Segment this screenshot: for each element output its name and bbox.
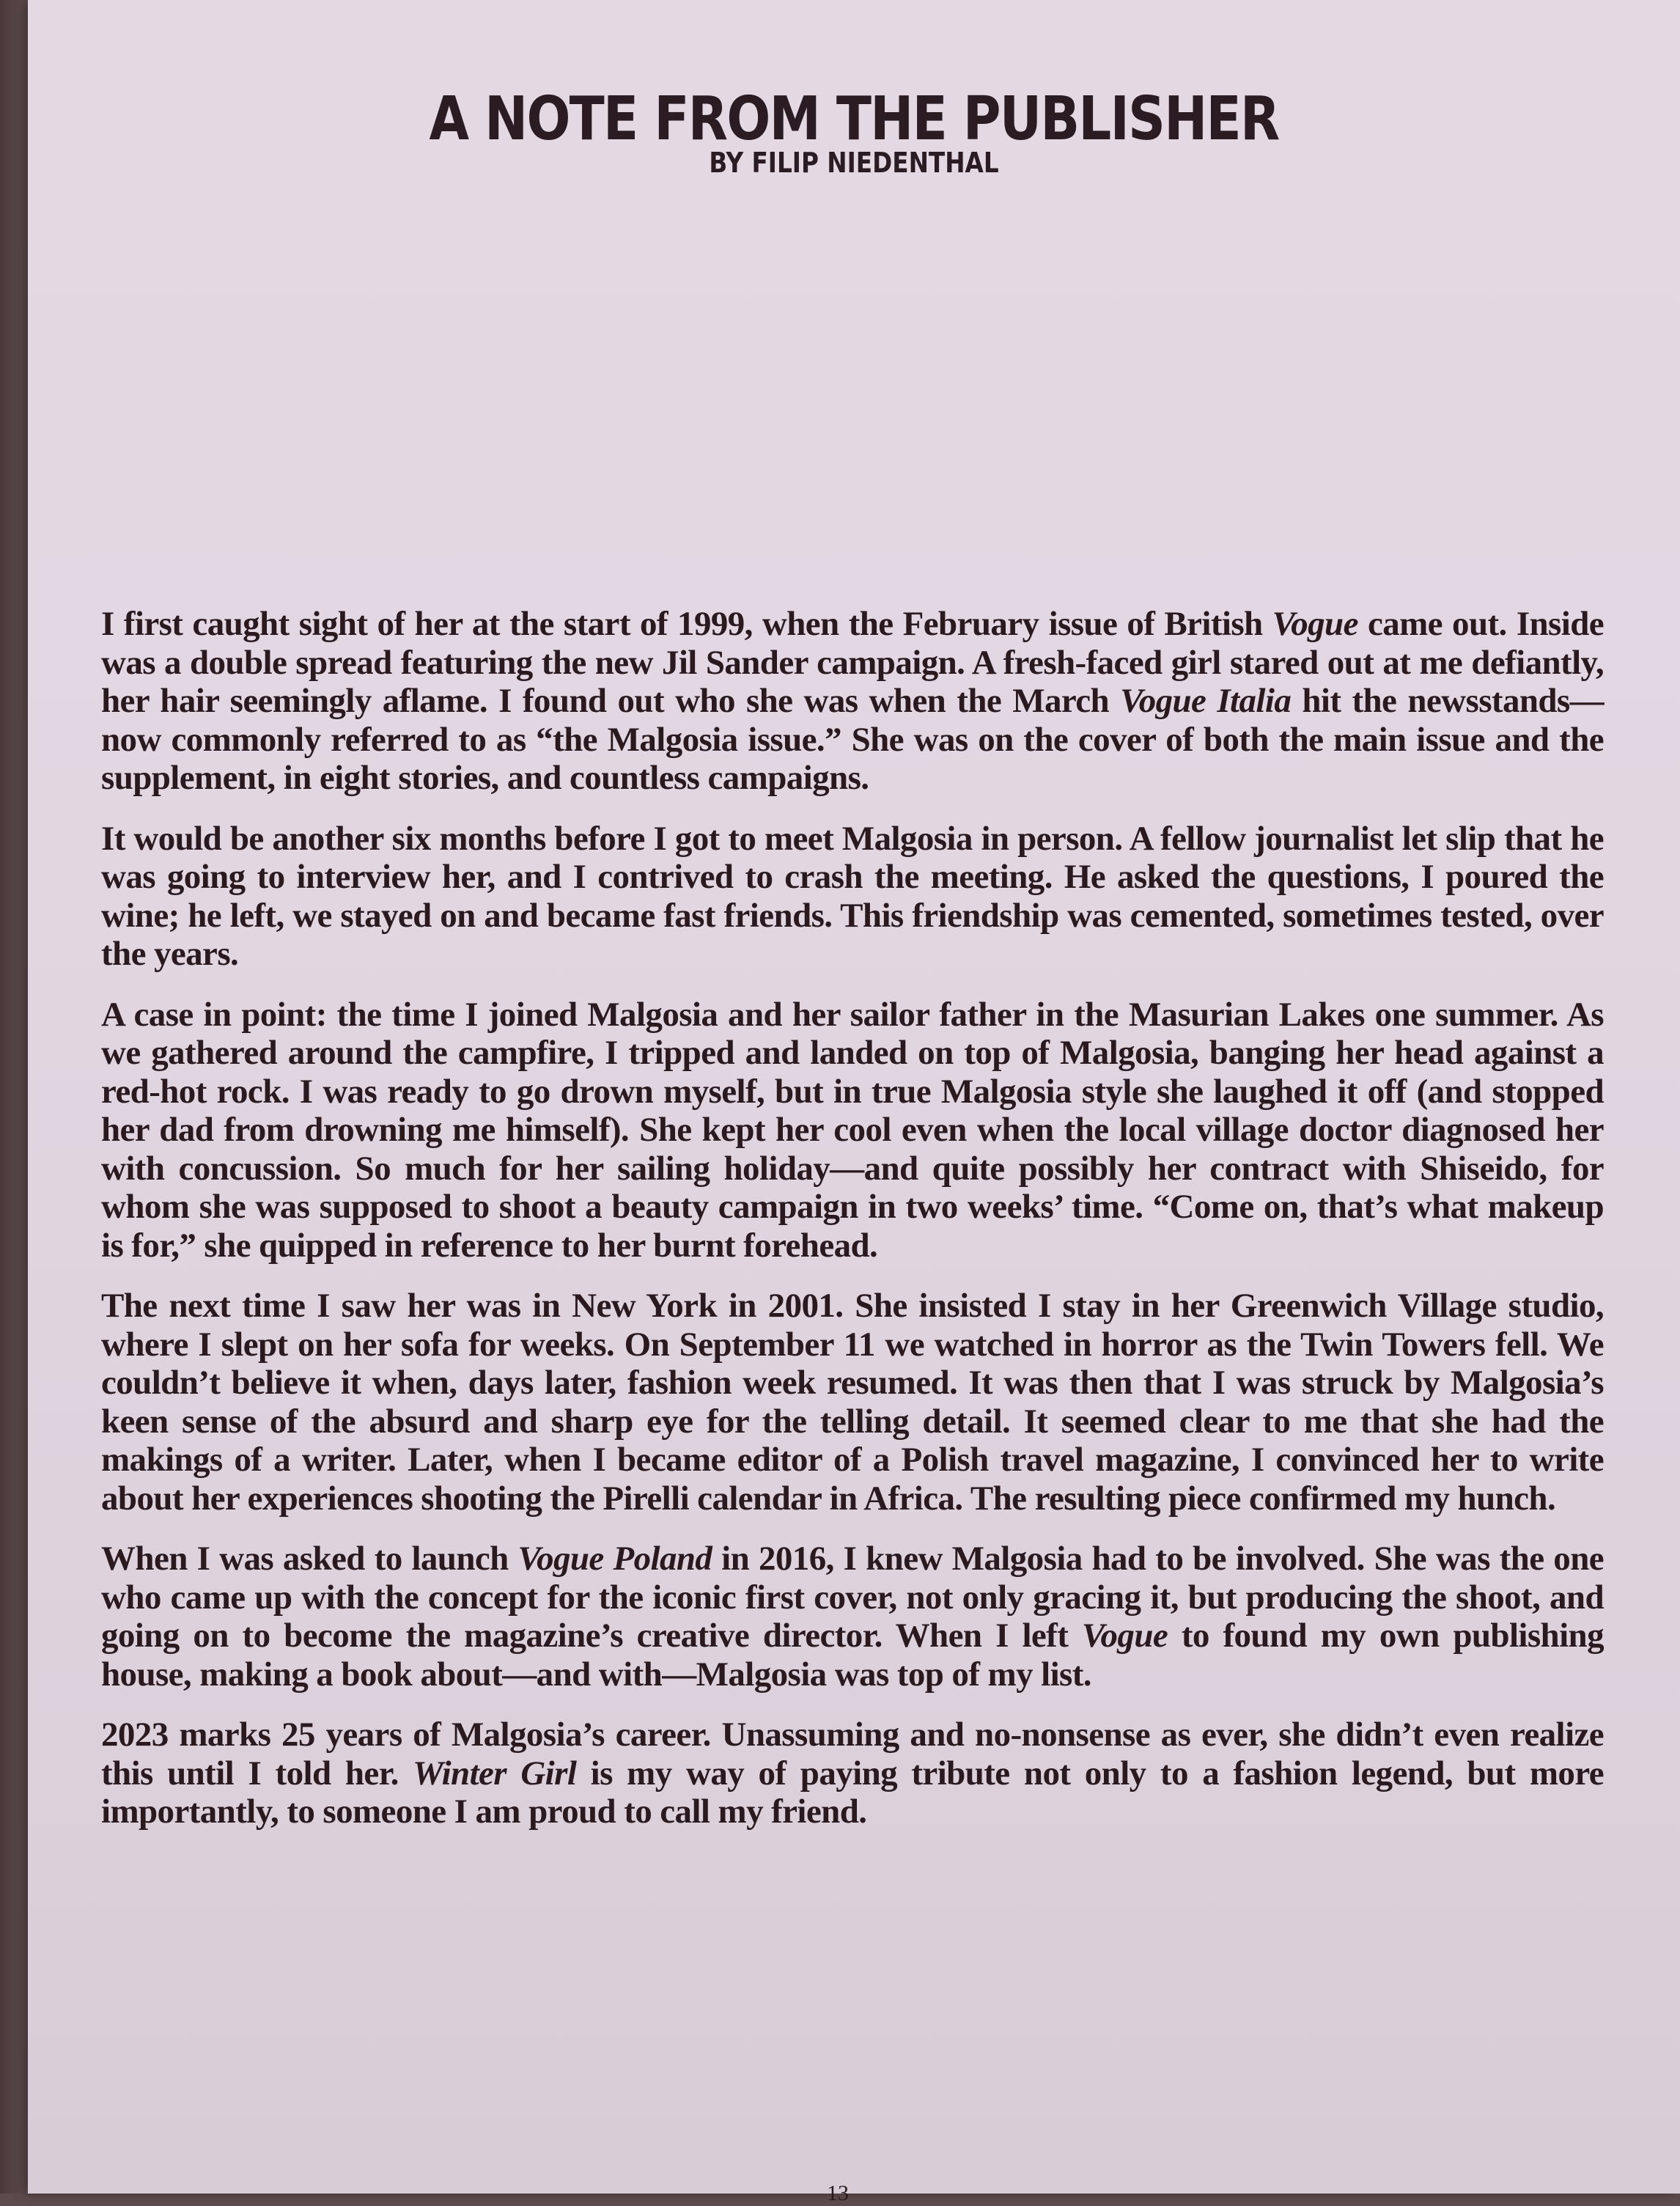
book-page: [28, 0, 1680, 2205]
paragraph-1: I first caught sight of her at the start of 1999, when the February issue of British Vogue came out. Inside was a double spread featuring the new Jil Sander campaign. A fresh-faced girl stared out at me defiantly, her hair seemingly aflame. I found out who she was when the March Vogue Italia hit the newsstands—now commonly referred to as “the Malgosia issue.” She was on the cover of both the main issue and the supplement, in eight stories, and countless campaigns.: [101, 605, 1605, 797]
book-title: Winter Girl: [413, 1754, 577, 1793]
magazine-title: Vogue Poland: [517, 1540, 712, 1578]
paragraph-5: When I was asked to launch Vogue Poland in 2016, I knew Malgosia had to be involved. She was the one who came up with the concept for the iconic first cover, not only gracing it, but producing the shoot, and going on to become the magazine’s creative director. When I left Vogue to found my own publishing house, making a book about—and with—Malgosia was top of my list.: [101, 1540, 1604, 1694]
paragraph-3: A case in point: the time I joined Malgosia and her sailor father in the Masurian Lakes one summer. As we gathered around the campfire, I tripped and landed on top of Malgosia, banging her head against a red-hot rock. I was ready to go drown myself, but in true Malgosia style she laughed it off (and stopped her dad from drowning me himself). She kept her cool even when the local village doctor diagnosed her with concussion. So much for her sailing holiday—and quite possibly her contract with Shiseido, for whom she was supposed to shoot a beauty campaign in two weeks’ time. “Come on, that’s what makeup is for,” she quipped in reference to her burnt forehead.: [101, 995, 1604, 1265]
page-number: 13: [827, 2181, 849, 2205]
page-title: A NOTE FROM THE PUBLISHER: [429, 84, 1279, 154]
magazine-title: Vogue: [1081, 1617, 1168, 1655]
article-body: [101, 605, 1604, 1853]
paragraph-2: It would be another six months before I got to meet Malgosia in person. A fellow journalist let slip that he was going to interview her, and I contrived to crash the meeting. He asked the questions, I poured the wine; he left, we stayed on and became fast friends. This friendship was cemented, sometimes tested, over the years.: [101, 819, 1604, 973]
paragraph-4: The next time I saw her was in New York in 2001. She insisted I stay in her Greenwich Village studio, where I slept on her sofa for weeks. On September 11 we watched in horror as the Twin Towers fell. We couldn’t believe it when, days later, fashion week resumed. It was then that I was struck by Malgosia’s keen sense of the absurd and sharp eye for the telling detail. It seemed clear to me that she had the makings of a writer. Later, when I became editor of a Polish travel magazine, I convinced her to write about her experiences shooting the Pirelli calendar in Africa. The resulting piece confirmed my hunch.: [101, 1287, 1604, 1518]
paragraph-6: 2023 marks 25 years of Malgosia’s career. Unassuming and no-nonsense as ever, she didn’t even realize this until I told her. Winter Girl is my way of paying tribute not only to a fashion legend, but more importantly, to someone I am proud to call my friend.: [101, 1716, 1604, 1831]
magazine-title: Vogue Italia: [1120, 682, 1292, 720]
author-byline: BY FILIP NIEDENTHAL: [709, 147, 999, 179]
magazine-title: Vogue: [1272, 605, 1358, 643]
